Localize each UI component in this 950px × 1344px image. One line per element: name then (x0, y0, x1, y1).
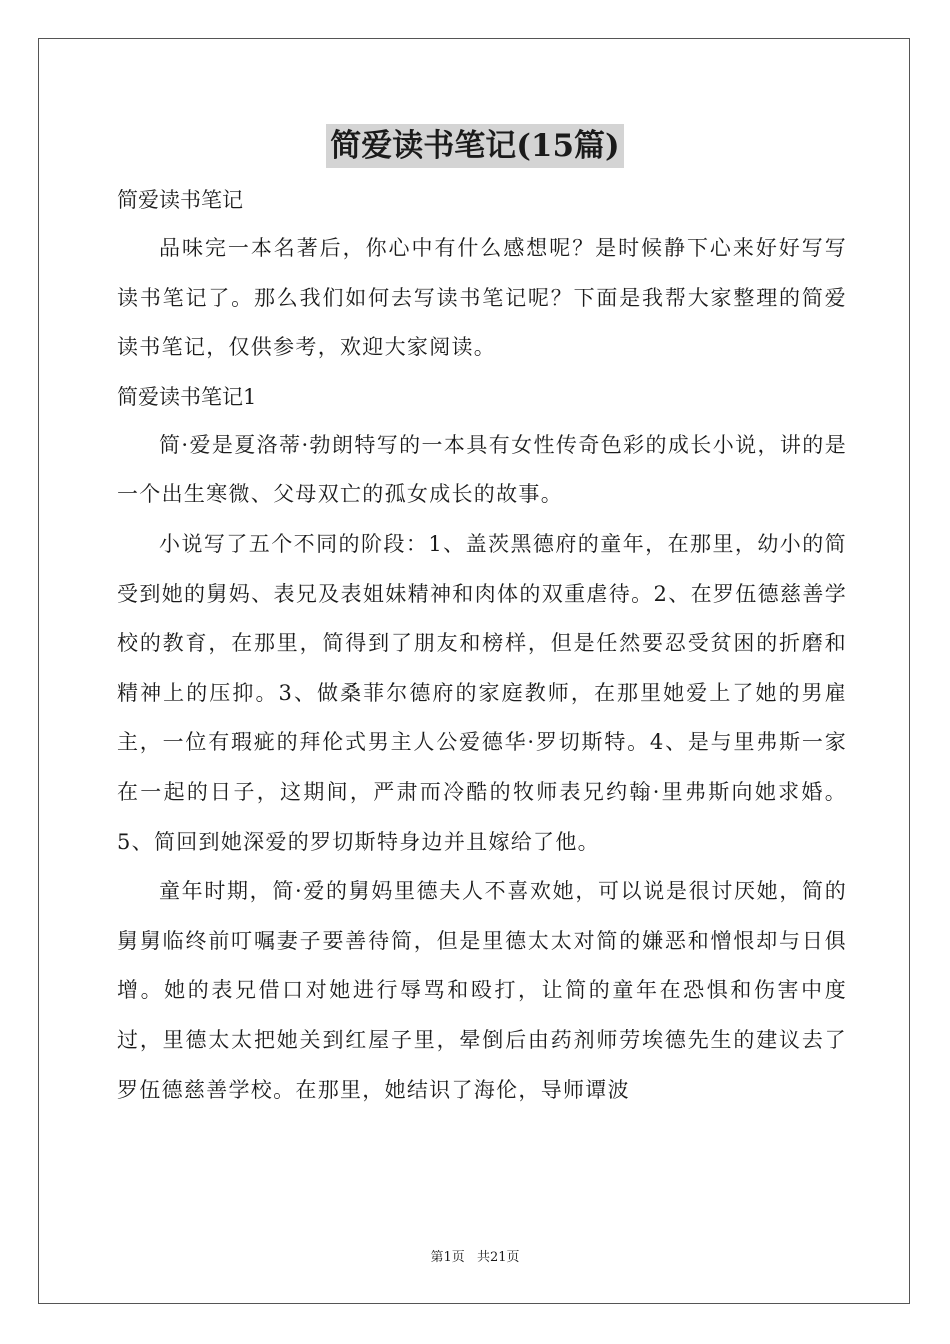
page-total: 共21页 (476, 1250, 520, 1265)
intro-paragraph: 品味完一本名著后，你心中有什么感想呢？是时候静下心来好好写写读书笔记了。那么我们如何去写读书笔记呢？下面是我帮大家整理的简爱读书笔记，仅供参考，欢迎大家阅读。 (117, 236, 847, 360)
title-container (0, 124, 950, 168)
document-title: 简爱读书笔记(15篇) (326, 124, 623, 168)
body-paragraph: 简·爱是夏洛蒂·勃朗特写的一本具有女性传奇色彩的成长小说，讲的是一个出生寒微、父母双亡的孤女成长的故事。 (117, 432, 847, 507)
body-paragraph: 小说写了五个不同的阶段：1、盖茨黑德府的童年，在那里，幼小的简受到她的舅妈、表兄及表姐妹精神和肉体的双重虐待。2、在罗伍德慈善学校的教育，在那里，简得到了朋友和榜样，但是任然要忍受贫困的折磨和精神上的压抑。3、做桑菲尔德府的家庭教师，在那里她爱上了她的男雇主，一位有瑕疵的拜伦式男主人公爱德华·罗切斯特。4、是与里弗斯一家在一起的日子，这期间，严肃而冷酷的牧师表兄约翰·里弗斯向她求婚。5、简回到她深爱的罗切斯特身边并且嫁给了他。 (117, 531, 847, 854)
intro-heading: 简爱读书笔记 (117, 188, 243, 212)
body-paragraph: 童年时期，简·爱的舅妈里德夫人不喜欢她，可以说是很讨厌她，简的舅舅临终前叮嘱妻子要善待简，但是里德太太对简的嫌恶和憎恨却与日俱增。她的表兄借口对她进行辱骂和殴打，让简的童年在恐惧和伤害中度过，里德太太把她关到红屋子里，晕倒后由药剂师劳埃德先生的建议去了罗伍德慈善学校。在那里，她结识了海伦，导师谭波 (117, 879, 847, 1102)
page-footer (0, 1249, 950, 1267)
document-body (117, 176, 847, 1115)
page-number: 第1页 (430, 1250, 465, 1265)
section-heading: 简爱读书笔记1 (117, 384, 257, 409)
